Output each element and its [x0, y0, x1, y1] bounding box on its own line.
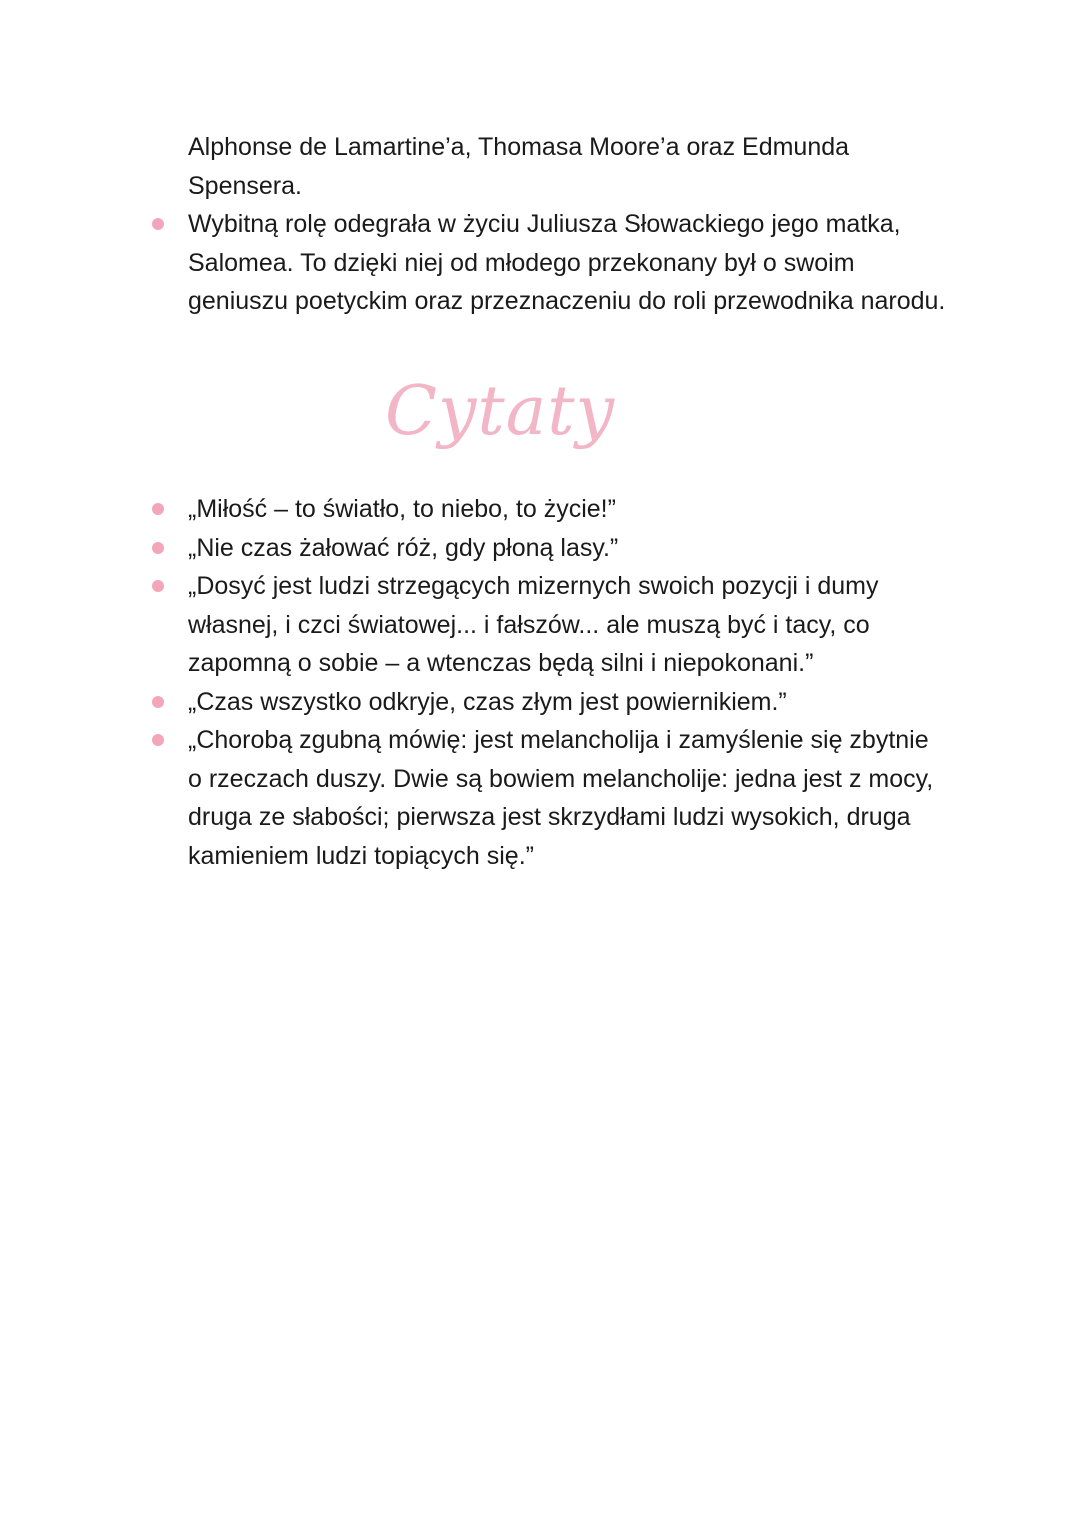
- quote-item: [188, 529, 948, 568]
- quote-item: [188, 683, 948, 722]
- quote-text: „Nie czas żałować róż, gdy płoną lasy.”: [188, 533, 619, 562]
- bullet-icon: [152, 696, 164, 708]
- quotes-bullet-list: [188, 490, 948, 875]
- bullet-icon: [152, 503, 164, 515]
- continuation-paragraph: Alphonse de Lamartine’a, Thomasa Moore’a oraz Edmunda Spensera.: [188, 133, 850, 200]
- list-item: [188, 205, 948, 321]
- bullet-icon: [152, 734, 164, 746]
- quote-text: „Dosyć jest ludzi strzegących mizernych swoich pozycji i dumy własnej, i czci światowej... i fałszów... ale muszą być i tacy, co zapomną o sobie – a wtenczas będą silni i niepokonani.”: [188, 572, 879, 677]
- quote-text: „Chorobą zgubną mówię: jest melancholija i zamyślenie się zbytnie o rzeczach duszy. Dwie są bowiem melancholije: jedna jest z mocy, druga ze słabości; pierwsza jest skrzydłami ludzi wysokich, druga kamieniem ludzi topiących się.”: [188, 726, 934, 870]
- quote-text: „Miłość – to światło, to niebo, to życie!”: [188, 495, 616, 523]
- section-heading: Cytaty: [384, 372, 616, 451]
- bullet-icon: [152, 218, 164, 230]
- quote-item: [188, 490, 948, 529]
- list-item-text: Wybitną rolę odegrała w życiu Juliusza Słowackiego jego matka, Salomea. To dzięki niej od młodego przekonany był o swoim geniuszu poetyckim oraz przeznaczeniu do roli przewodnika narodu.: [188, 210, 946, 315]
- quote-item: [188, 721, 948, 875]
- quote-text: „Czas wszystko odkryje, czas złym jest powiernikiem.”: [188, 687, 787, 716]
- biography-bullet-list: [188, 205, 948, 321]
- bullet-icon: [152, 580, 164, 592]
- quote-item: [188, 567, 948, 683]
- bullet-icon: [152, 542, 164, 554]
